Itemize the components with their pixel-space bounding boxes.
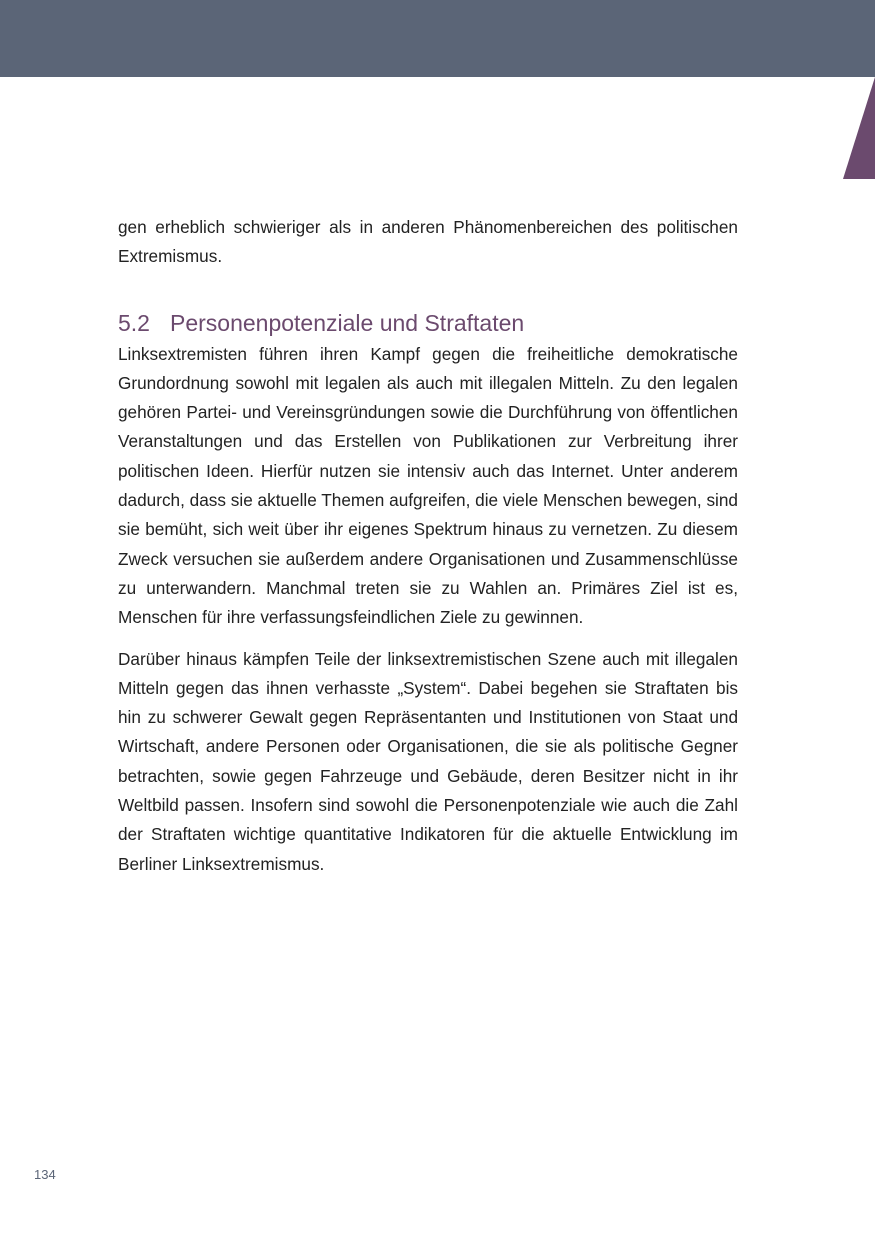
top-banner xyxy=(0,0,875,77)
page-body xyxy=(118,213,738,879)
chapter-tab-shape xyxy=(843,77,875,179)
body-paragraph: Darüber hinaus kämpfen Teile der linksextremistischen Szene auch mit illegalen Mitteln gegen das ihnen verhasste „System“. Dabei begehen sie Straftaten bis hin zu schwerer Gewalt gegen Repräsentanten und Institutionen von Staat und Wirtschaft, andere Personen oder Organisationen, die sie als politische Gegner betrachten, sowie gegen Fahrzeuge und Gebäude, deren Besitzer nicht in ihr Weltbild passen. Insofern sind sowohl die Personenpotenziale wie auch die Zahl der Straftaten wichtige quantitative Indikatoren für die aktuelle Entwicklung im Berliner Linksextremismus. xyxy=(118,648,738,874)
page-number: 134 xyxy=(34,1167,56,1182)
chapter-tab-marker xyxy=(843,77,875,179)
section-number: 5.2 xyxy=(118,309,150,336)
intro-paragraph: gen erheblich schwieriger als in anderen Phänomenbereichen des politischen Extremismus. xyxy=(118,217,738,267)
section-title: Personenpotenziale und Straftaten xyxy=(170,309,525,336)
body-paragraph: Linksextremisten führen ihren Kampf gegen die freiheitliche demokratische Grundordnung sowohl mit legalen als auch mit illegalen Mitteln. Zu den legalen gehören Partei- und Vereinsgründungen sowie die Durchführung von öffentlichen Veranstaltungen und das Erstellen von Publikationen zur Verbreitung ihrer politischen Ideen. Hierfür nutzen sie intensiv auch das Internet. Unter anderem dadurch, dass sie aktuelle Themen aufgreifen, die viele Menschen bewegen, sind sie bemüht, sich weit über ihr eigenes Spektrum hinaus zu vernetzen. Zu diesem Zweck versuchen sie außerdem andere Organisationen und Zusammenschlüsse zu unterwandern. Manchmal treten sie zu Wahlen an. Primäres Ziel ist es, Menschen für ihre verfassungsfeindlichen Ziele zu gewinnen. xyxy=(118,343,738,628)
section-heading xyxy=(118,308,738,338)
